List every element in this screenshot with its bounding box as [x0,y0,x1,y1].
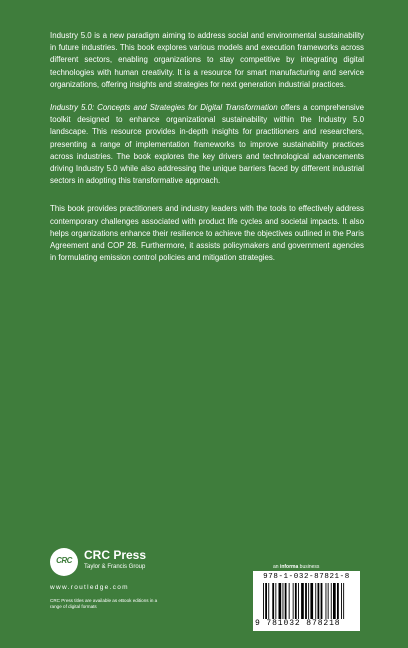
informa-business-label [273,564,319,570]
blurb-paragraph-1: Industry 5.0 is a new paradigm aiming to address social and environmental sustainability in future industries. This book explores various models and execution frameworks across different sectors, enabling organizations to stay competitive by integrating digital technologies with human creativity. It is a resource for smart manufacturing and service organizations, offering insights and strategies for next generation industrial practices. [50,31,364,89]
back-cover-blurb [50,30,364,275]
isbn-barcode [253,571,360,631]
isbn-number-bottom: 9 781032 878218 [255,619,341,628]
informa-suffix: business [298,564,320,570]
publisher-block [50,548,220,628]
blurb-paragraph-2-text: offers a comprehensive toolkit designed to enhance organizational sustainability within the Industry 5.0 landscape. This resource provides in-depth insights for practitioners and researchers, presenting a range of implementation frameworks to improve sustainability practices across industries. The book explores the key drivers and technological advancements driving Industry 5.0 while also addressing the unique barriers faced by different industrial sectors in adopting this transformative approach. [50,103,364,186]
ebook-note: CRC Press titles are available as eBook editions in a range of digital formats [50,598,158,610]
informa-brand: informa [279,564,299,570]
isbn-number-top: 978-1-032-87821-8 [263,573,350,581]
publisher-name: CRC Press [84,548,147,562]
book-title-italic: Industry 5.0: Concepts and Strategies for Digital Transformation [50,103,278,113]
crc-logo-text: CRC [56,556,72,565]
publisher-website: www.routledge.com [50,584,129,591]
blurb-paragraph-2 [50,102,364,187]
barcode-bars-icon [263,583,355,619]
crc-logo-icon [50,548,78,576]
blurb-paragraph-3: This book provides practitioners and industry leaders with the tools to effectively address contemporary challenges associated with product life cycles and societal impacts. It also helps organizations enhance their resilience to achieve the objectives outlined in the Paris Agreement and COP 28. Furthermore, it assists policymakers and government agencies in formulating emission control policies and mitigation strategies. [50,204,364,263]
publisher-subtitle: Taylor & Francis Group [84,564,146,570]
informa-prefix: an [273,564,280,570]
